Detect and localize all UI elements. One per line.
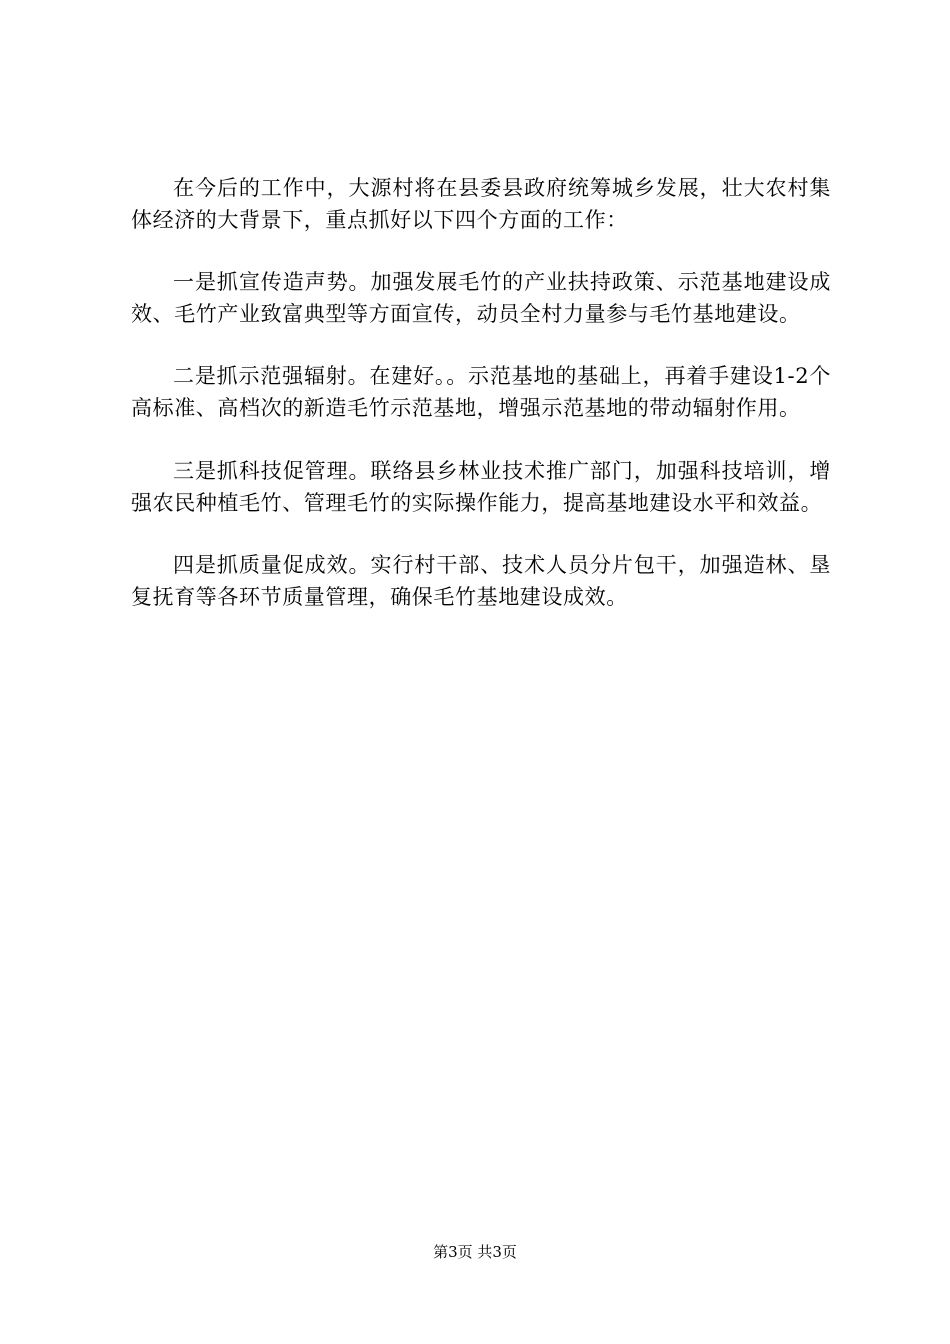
- paragraph-quality: 四是抓质量促成效。实行村干部、技术人员分片包干，加强造林、垦复抚育等各环节质量管理，确保毛竹基地建设成效。: [131, 553, 831, 609]
- paragraph-demonstration: 二是抓示范强辐射。在建好。。示范基地的基础上，再着手建设1-2个高标准、高档次的新造毛竹示范基地，增强示范基地的带动辐射作用。: [131, 364, 831, 420]
- page-number-footer: 第3页 共3页: [433, 1243, 517, 1261]
- paragraph-technology: 三是抓科技促管理。联络县乡林业技术推广部门，加强科技培训，增强农民种植毛竹、管理毛竹的实际操作能力，提高基地建设水平和效益。: [131, 459, 831, 515]
- paragraph-publicity: 一是抓宣传造声势。加强发展毛竹的产业扶持政策、示范基地建设成效、毛竹产业致富典型等方面宣传，动员全村力量参与毛竹基地建设。: [131, 270, 831, 326]
- paragraph-intro: 在今后的工作中，大源村将在县委县政府统筹城乡发展，壮大农村集体经济的大背景下，重点抓好以下四个方面的工作：: [131, 176, 831, 232]
